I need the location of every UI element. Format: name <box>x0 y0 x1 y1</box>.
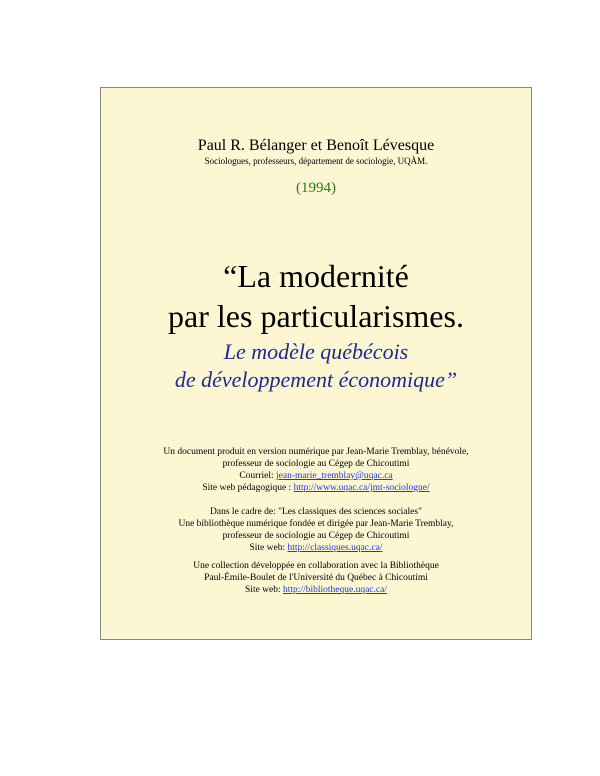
website-label: Site web: <box>245 585 284 595</box>
website-row <box>101 482 531 494</box>
credits-line: professeur de sociologie au Cégep de Chicoutimi <box>222 531 410 541</box>
email-label: Courriel: <box>239 471 277 481</box>
credits-block-digitization <box>101 446 531 494</box>
website-link[interactable]: http://classiques.uqac.ca/ <box>287 543 383 553</box>
email-row <box>101 470 531 482</box>
website-link[interactable]: http://bibliotheque.uqac.ca/ <box>283 585 387 595</box>
subtitle-line-2: de développement économique” <box>174 367 458 392</box>
authors: Paul R. Bélanger et Benoît Lévesque <box>197 137 435 154</box>
website-row <box>101 584 531 596</box>
credits-line: Paul-Émile-Boulet de l'Université du Québec à Chicoutimi <box>204 573 428 583</box>
credits-block-collection <box>101 506 531 554</box>
credits-line: Une collection développée en collaboration avec la Bibliothèque <box>193 561 439 571</box>
title-line-1: “La modernité <box>223 258 409 294</box>
credits-line: professeur de sociologie au Cégep de Chicoutimi <box>222 459 410 469</box>
publication-year: (1994) <box>296 180 336 196</box>
document-title <box>101 256 531 336</box>
credits-line: Un document produit en version numérique par Jean-Marie Tremblay, bénévole, <box>163 447 469 457</box>
title-line-2: par les particularismes. <box>168 298 464 334</box>
subtitle-line-1: Le modèle québécois <box>223 339 409 364</box>
credits-line: Une bibliothèque numérique fondée et dirigée par Jean-Marie Tremblay, <box>178 519 454 529</box>
credits-line: Dans le cadre de: "Les classiques des sciences sociales" <box>210 507 422 517</box>
website-label: Site web: <box>249 543 288 553</box>
website-row <box>101 542 531 554</box>
affiliation: Sociologues, professeurs, département de sociologie, UQÀM. <box>204 156 428 166</box>
credits-block-library <box>101 560 531 596</box>
title-page-card <box>100 87 532 640</box>
website-label: Site web pédagogique : <box>202 483 294 493</box>
document-subtitle <box>101 338 531 394</box>
website-link[interactable]: http://www.uqac.ca/jmt-sociologue/ <box>293 483 430 493</box>
email-link[interactable]: jean-marie_tremblay@uqac.ca <box>276 471 393 481</box>
